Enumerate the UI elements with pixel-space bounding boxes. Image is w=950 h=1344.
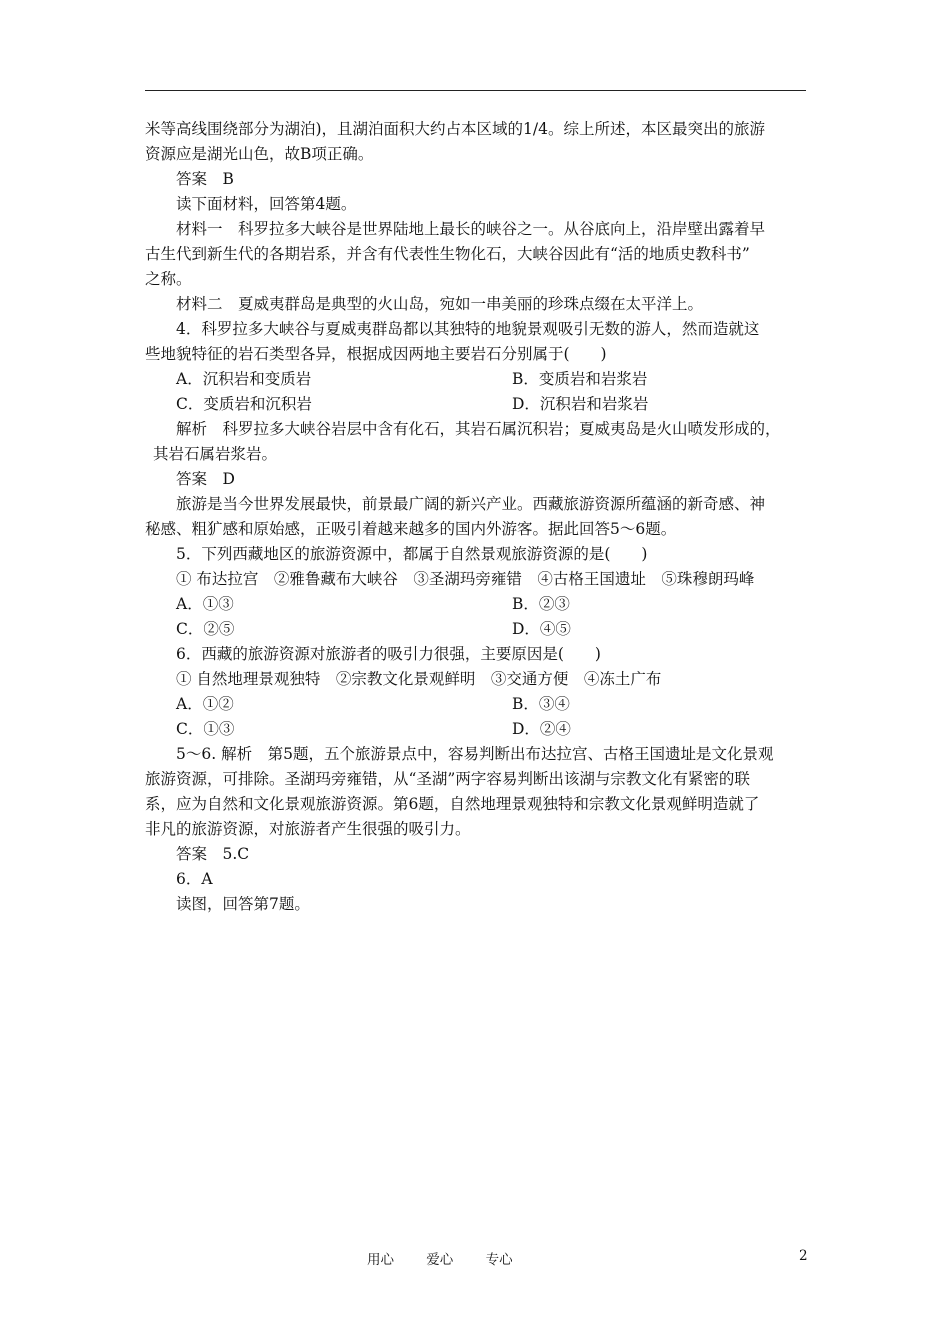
analysis-line: 5～6. 解析 第5题，五个旅游景点中，容易判断出布达拉宫、古格王国遗址是文化景观 [176,745,774,763]
text-line: 资源应是湖光山色，故B项正确。 [145,145,374,163]
option-b: B．②③ [512,595,570,613]
options-row [145,592,806,617]
options-row [145,392,806,417]
text-line: 秘感、粗犷感和原始感，正吸引着越来越多的国内外游客。据此回答5～6题。 [145,520,677,538]
option-d: D．②④ [512,720,571,738]
options-row [145,717,806,742]
option-d: D．沉积岩和岩浆岩 [512,395,649,413]
analysis-line: 解析 科罗拉多大峡谷岩层中含有化石，其岩石属沉积岩；夏威夷岛是火山喷发形成的， [176,420,781,438]
footer-word: 专心 [485,1252,513,1268]
material-two: 材料二 夏威夷群岛是典型的火山岛，宛如一串美丽的珍珠点缀在太平洋上。 [176,295,704,313]
option-a: A．①③ [176,595,234,613]
question-5: 5．下列西藏地区的旅游资源中，都属于自然景观旅游资源的是( ) [176,545,648,563]
question-4: 4．科罗拉多大峡谷与夏威夷群岛都以其独特的地貌景观吸引无数的游人，然而造就这 [176,320,760,338]
text-line: 古生代到新生代的各期岩系，并含有代表性生物化石，大峡谷因此有“活的地质史教科书” [145,245,750,263]
option-c: C．②⑤ [176,620,235,638]
footer-motto [367,1248,541,1268]
options-row [145,367,806,392]
header-rule [145,90,806,91]
text-line: 旅游资源，可排除。圣湖玛旁雍错，从“圣湖”两字容易判断出该湖与宗教文化有紧密的联 [145,770,750,788]
items-line: ① 布达拉宫 ②雅鲁藏布大峡谷 ③圣湖玛旁雍错 ④古格王国遗址 ⑤珠穆朗玛峰 [176,570,755,588]
instruction-line: 读下面材料，回答第4题。 [176,195,357,213]
footer-word: 爱心 [426,1252,454,1268]
instruction-line: 读图，回答第7题。 [176,895,310,913]
text-line: 系，应为自然和文化景观旅游资源。第6题，自然地理景观独特和宗教文化景观鲜明造就了 [145,795,760,813]
option-c: C．变质岩和沉积岩 [176,395,312,413]
option-c: C．①③ [176,720,235,738]
text-line: 米等高线围绕部分为湖泊)，且湖泊面积大约占本区域的1/4。综上所述，本区最突出的旅游 [145,120,765,138]
answer-line: 答案 5.C [176,845,250,863]
text-line: 非凡的旅游资源，对旅游者产生很强的吸引力。 [145,820,471,838]
document-body [145,117,806,917]
option-b: B．变质岩和岩浆岩 [512,370,648,388]
material-one: 材料一 科罗拉多大峡谷是世界陆地上最长的峡谷之一。从谷底向上，沿岸壁出露着早 [176,220,766,238]
text-line: 之称。 [145,270,192,288]
question-6: 6．西藏的旅游资源对旅游者的吸引力很强，主要原因是( ) [176,645,601,663]
page-number: 2 [799,1248,808,1264]
footer-word: 用心 [367,1252,394,1268]
text-line: 些地貌特征的岩石类型各异，根据成因两地主要岩石分别属于( ) [145,345,607,363]
options-row [145,692,806,717]
answer-line: 答案 B [176,170,234,188]
intro-line: 旅游是当今世界发展最快，前景最广阔的新兴产业。西藏旅游资源所蕴涵的新奇感、神 [176,495,766,513]
option-a: A．沉积岩和变质岩 [176,370,312,388]
options-row [145,617,806,642]
option-a: A．①② [176,695,234,713]
option-b: B．③④ [512,695,570,713]
text-line: 其岩石属岩浆岩。 [153,445,278,463]
page-footer [0,1248,950,1270]
answer-line: 答案 D [176,470,235,488]
items-line: ① 自然地理景观独特 ②宗教文化景观鲜明 ③交通方便 ④冻土广布 [176,670,662,688]
option-d: D．④⑤ [512,620,571,638]
answer-line: 6．A [176,870,213,888]
